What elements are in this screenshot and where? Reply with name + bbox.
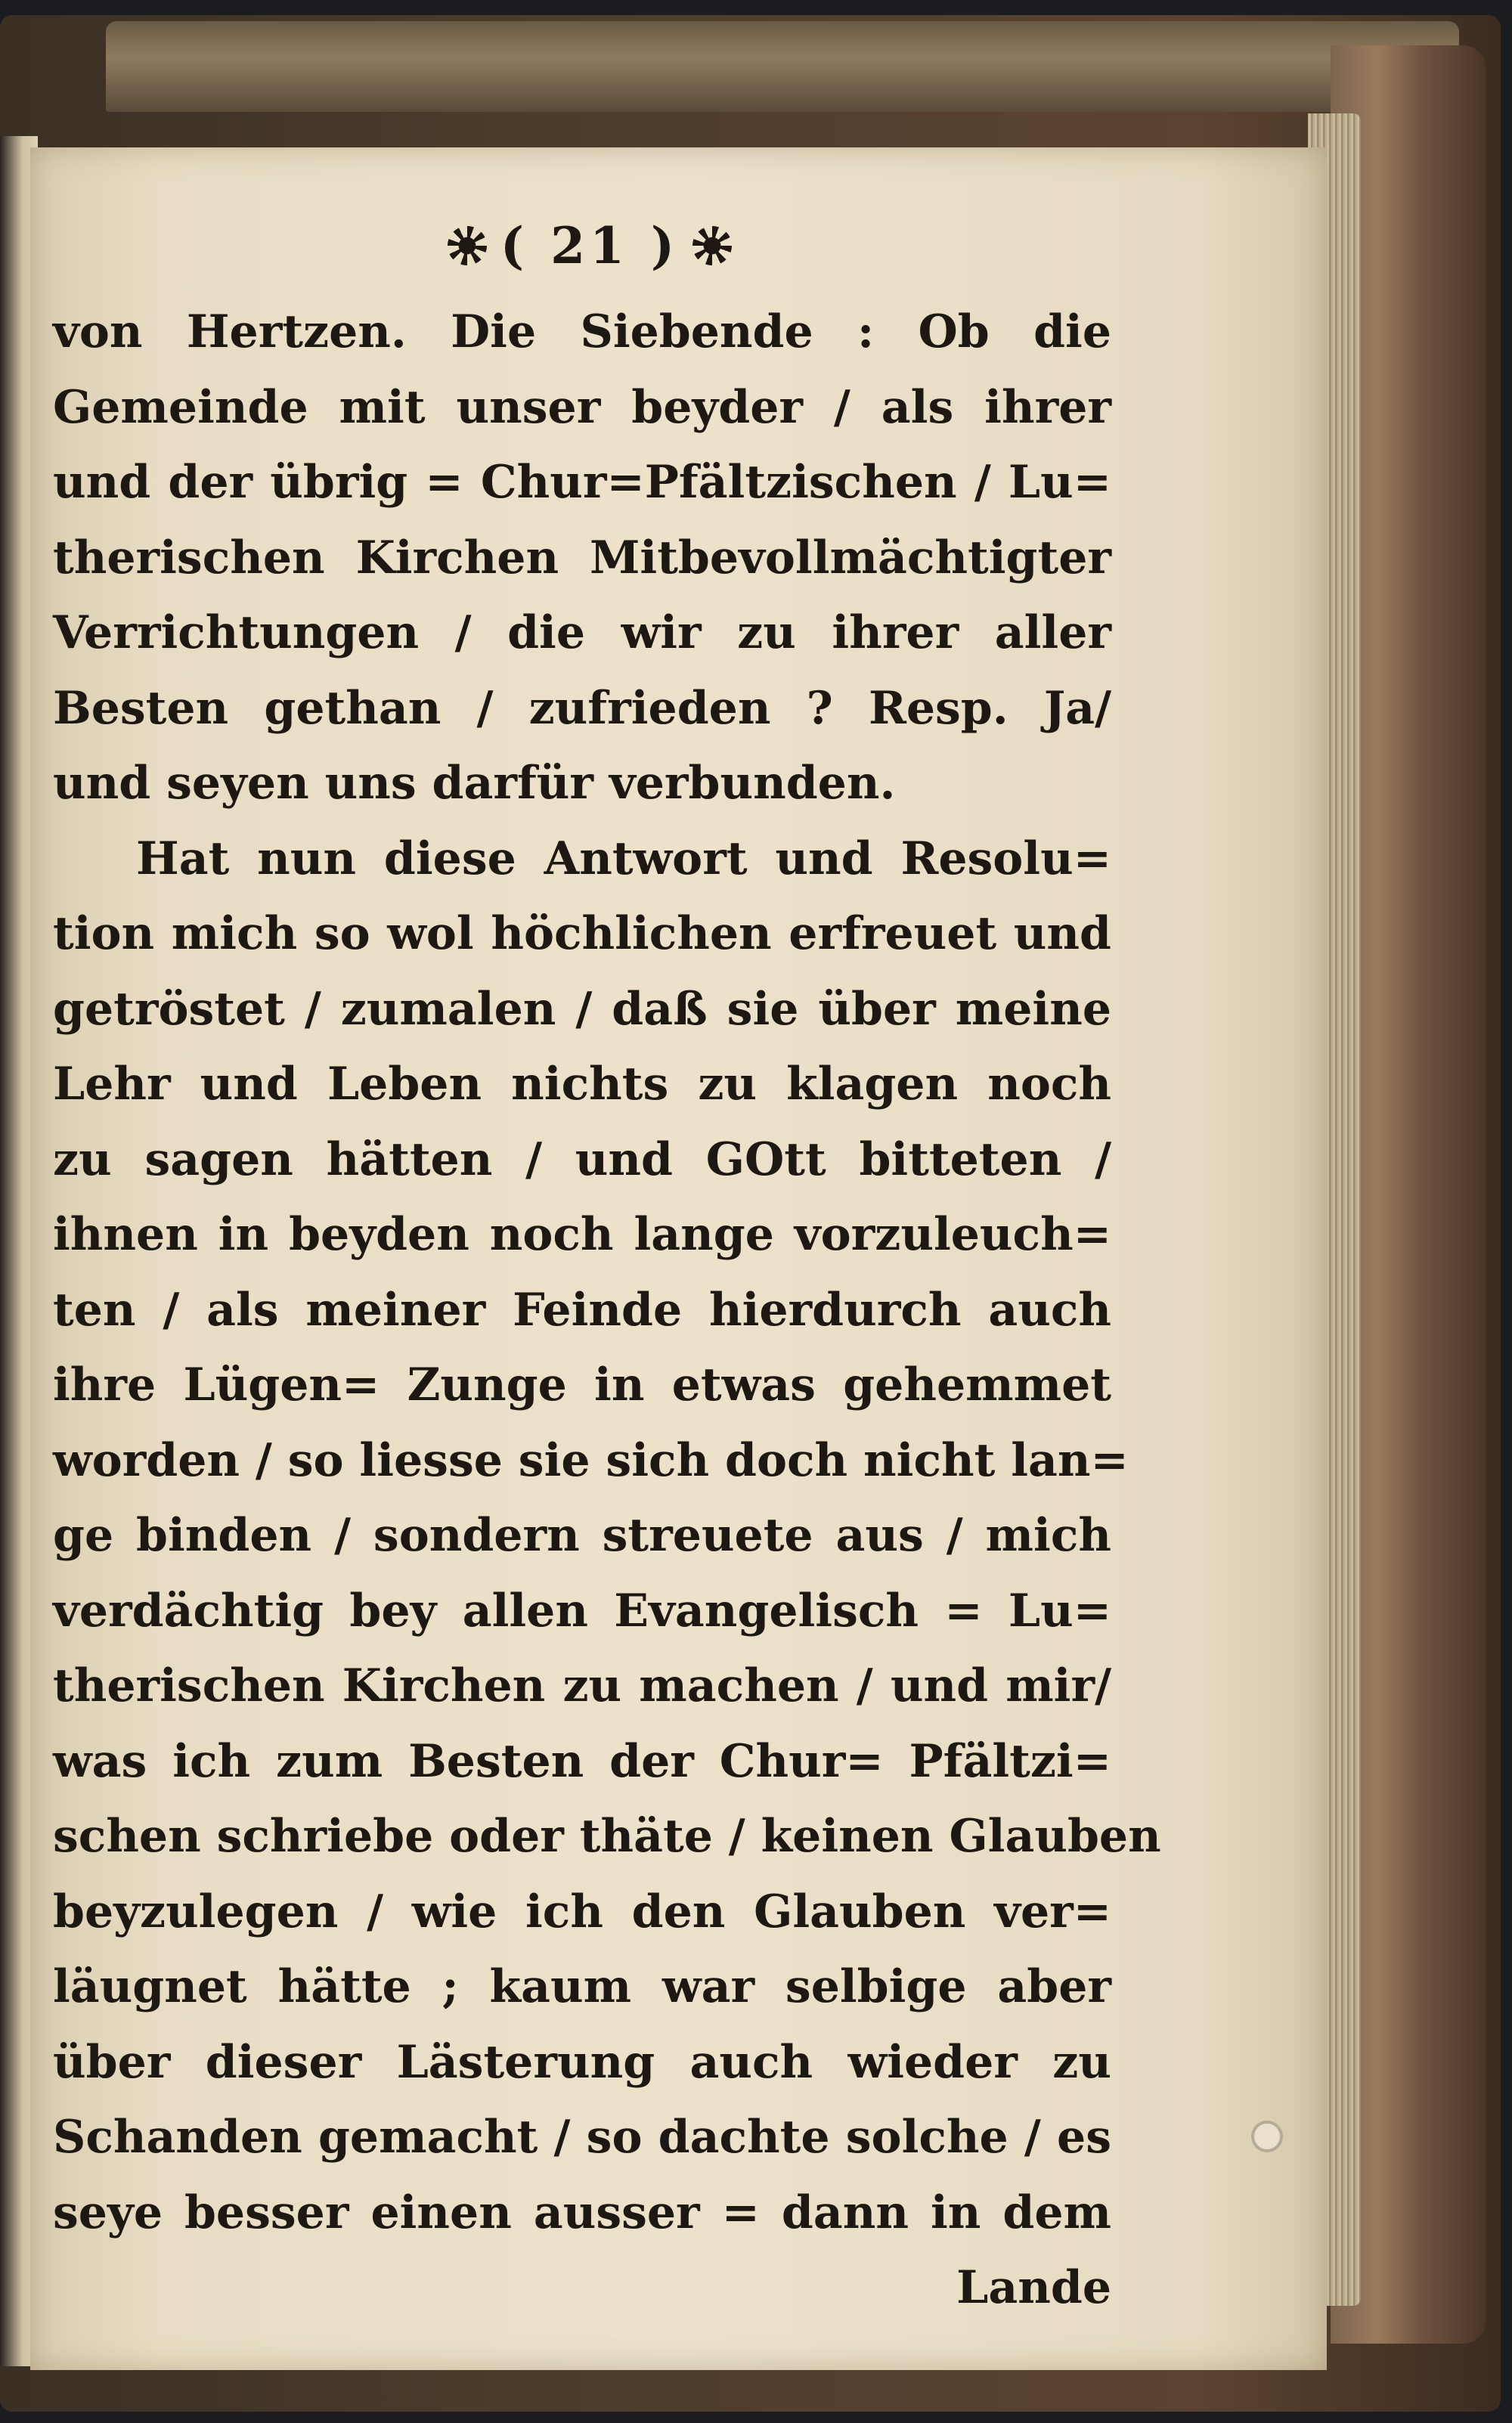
paper-speck [1251, 2121, 1283, 2152]
text-line: ihre Lügen= Zunge in etwas gehemmet [53, 1359, 1111, 1411]
text-line: Besten gethan / zufrieden ? Resp. Ja/ [53, 681, 1111, 735]
book-top-edge [106, 21, 1459, 112]
text-line: Gemeinde mit unser beyder / als ihrer [53, 380, 1111, 434]
text-line: Verrichtungen / die wir zu ihrer aller [53, 606, 1111, 659]
text-line: Lehr und Leben nichts zu klagen noch [53, 1058, 1111, 1111]
ornament-right-icon [692, 226, 732, 265]
ornament-left-icon [448, 226, 487, 265]
text-line: was ich zum Besten der Chur= Pfältzi= [53, 1734, 1111, 1788]
text-line: und seyen uns darfür verbunden. [53, 757, 896, 810]
text-line: beyzulegen / wie ich den Glauben ver= [53, 1885, 1111, 1938]
text-line: und der übrig = Chur=Pfältzischen / Lu= [53, 456, 1111, 509]
text-line: seye besser einen ausser = dann in dem [53, 2186, 1111, 2239]
text-line: tion mich so wol höchlichen erfreuet und [53, 907, 1111, 960]
page-number: ( 21 ) [500, 216, 680, 275]
page-header [416, 212, 764, 280]
text-line: therischen Kirchen Mitbevollmächtigter [53, 531, 1111, 584]
body-text [53, 295, 1161, 2326]
text-line: verdächtig bey allen Evangelisch = Lu= [53, 1584, 1111, 1638]
text-line: Schanden gemacht / so dachte solche / es [53, 2111, 1111, 2164]
text-line: worden / so liesse sie sich doch nicht lan= [53, 1433, 1129, 1487]
text-line: therischen Kirchen zu machen / und mir/ [53, 1659, 1111, 1712]
text-line: von Hertzen. Die Siebende : Ob die [53, 305, 1111, 358]
text-line: Hat nun diese Antwort und Resolu= [136, 832, 1111, 885]
text-line: schen schriebe oder thäte / keinen Glauben [53, 1810, 1161, 1863]
text-line: ten / als meiner Feinde hierdurch auch [53, 1283, 1111, 1337]
text-line: über dieser Lästerung auch wieder zu [53, 2035, 1111, 2089]
text-line: ge binden / sondern streuete aus / mich [53, 1509, 1111, 1562]
catchword: Lande [956, 2261, 1111, 2314]
text-line: ihnen in beyden noch lange vorzuleuch= [53, 1208, 1111, 1261]
text-line: zu sagen hätten / und GOtt bitteten / [53, 1132, 1111, 1186]
text-line: läugnet hätte ; kaum war selbige aber [53, 1960, 1111, 2013]
book-page [30, 147, 1327, 2370]
text-line: getröstet / zumalen / daß sie über meine [53, 982, 1111, 1036]
